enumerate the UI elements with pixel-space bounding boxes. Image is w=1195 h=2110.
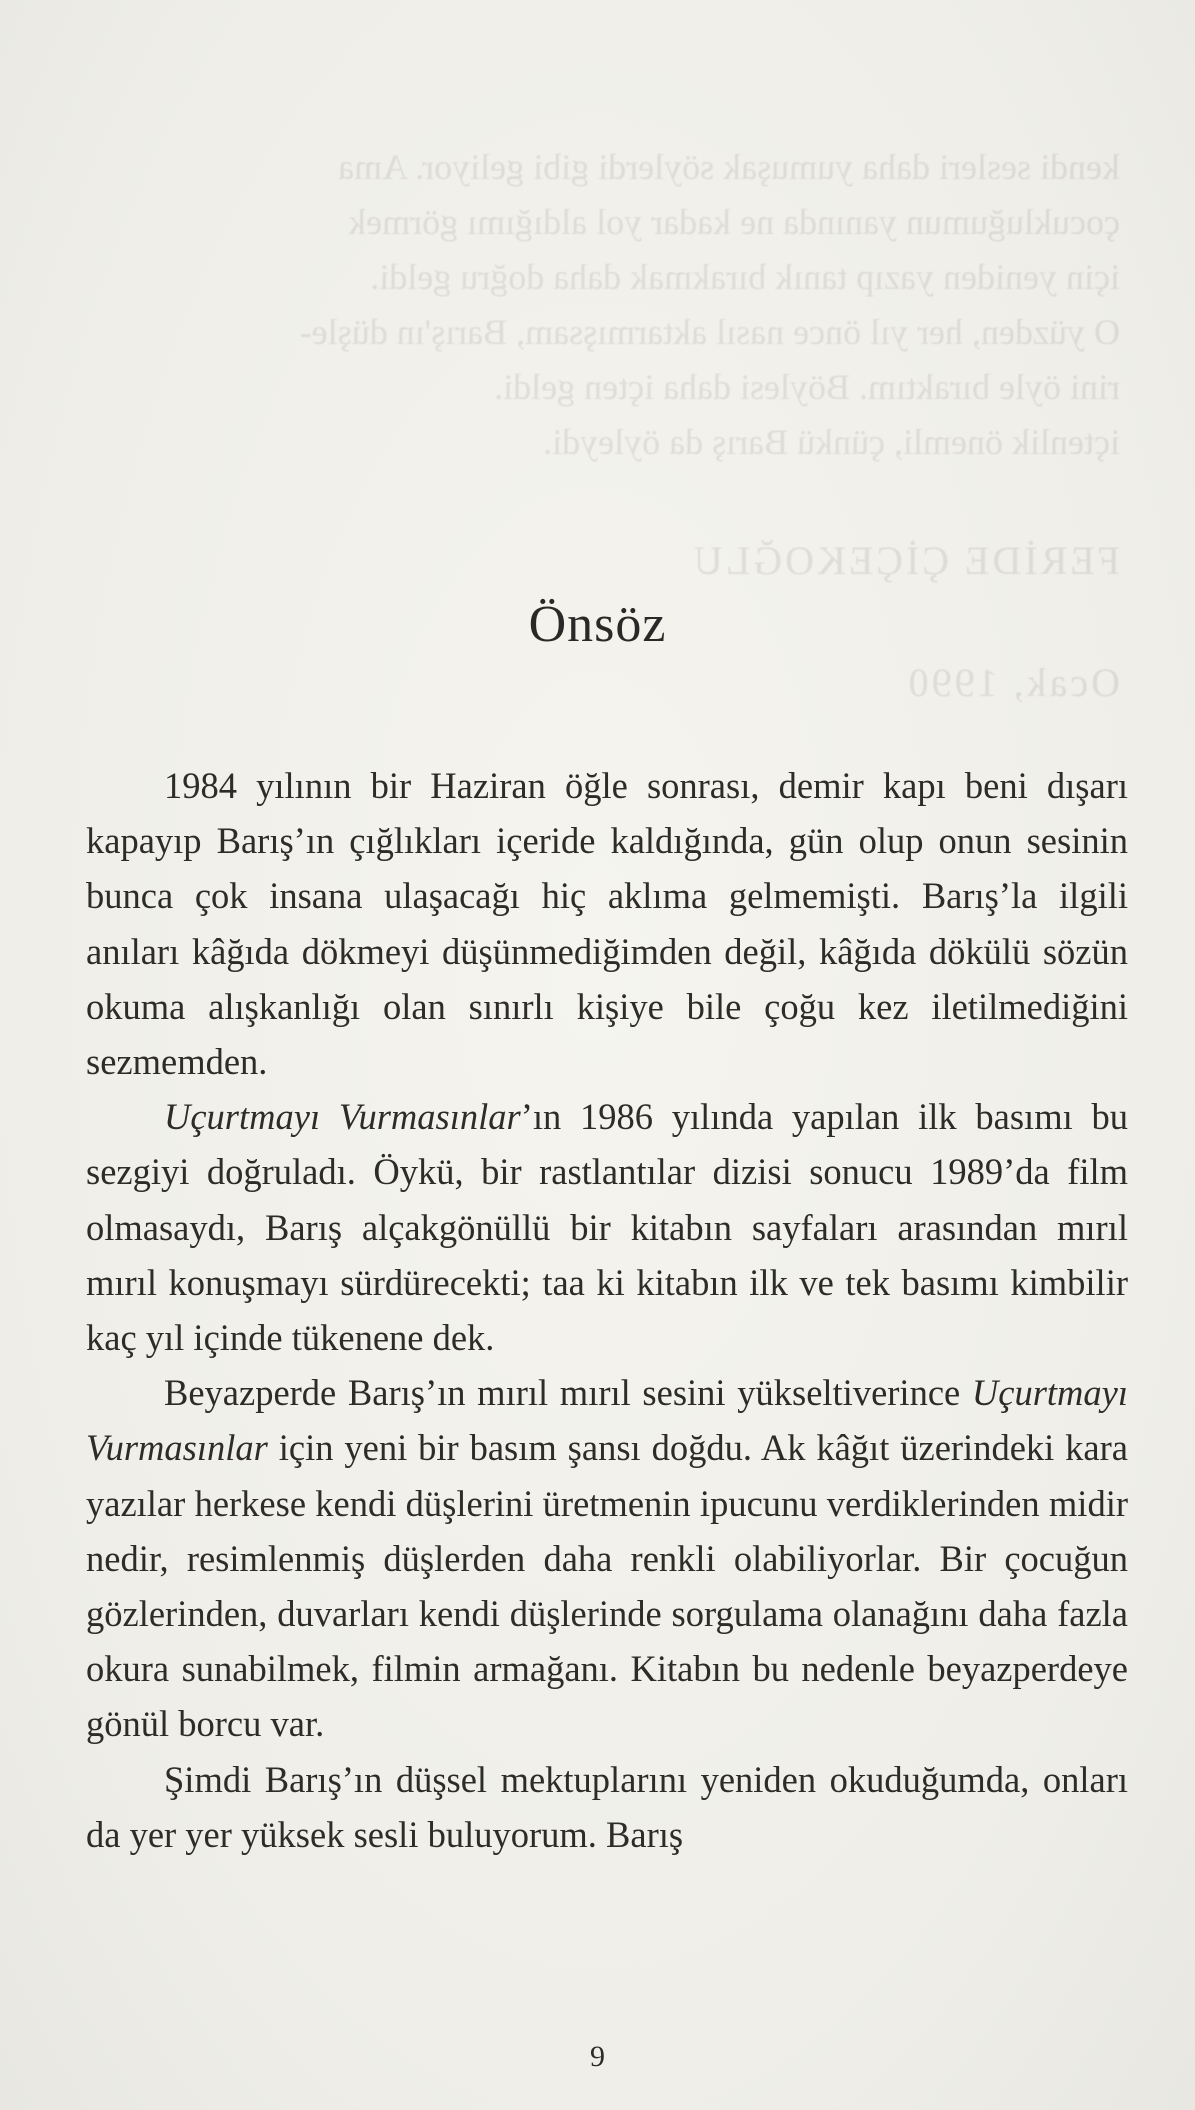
book-title-italic: Uçurtmayı Vurmasınlar: [164, 1096, 521, 1138]
paragraph: [86, 758, 1128, 1089]
reverse-page-show-through: kendi sesleri daha yumuşak söylerdi gibi geliyor. Ama çocukluğumun yanında ne kadar yol aldığımı görmek için yeniden yazıp tanık bırakmak daha doğru geldi. O yüzden, her yıl önce nasıl aktarmışsam, Barış'ın düşle- rini öyle bıraktım. Böylesi daha içten geldi. içtenlik önemli, çünkü Barış da öyleydi. FERİDE ÇİÇEKOĞLU Ocak, 1990: [299, 147, 1120, 705]
paragraph: [86, 1365, 1128, 1751]
body-text: [86, 758, 1128, 1862]
book-title-italic: Uçurtmayı Vurmasınlar: [86, 1372, 1128, 1469]
paragraph: [86, 1089, 1128, 1365]
paragraph-text: için yeni bir basım şansı doğdu. Ak kâğıt üzerindeki kara yazılar herkese kendi düşlerini üretmenin ipucunu verdiklerinden midir nedir, resimlenmiş düşlerden daha renkli olabiliyorlar. Bir çocuğun gözlerinden, duvarları kendi düşlerinde sorgulama olanağını daha fazla okura sunabilmek, filmin armağanı. Kitabın bu nedenle beyazperdeye gönül borcu var.: [86, 1427, 1128, 1745]
page-number: 9: [590, 2040, 605, 2073]
chapter-title: Önsöz: [528, 596, 667, 653]
paragraph-text: 1984 yılının bir Haziran öğle sonrası, demir kapı beni dışarı kapayıp Barış’ın çığlıkları içeride kaldığında, gün olup onun sesinin bunca çok insana ulaşacağı hiç aklıma gelmemişti. Barış’la ilgili anıları kâğıda dökmeyi düşünmediğimden değil, kâğıda dökülü sözün okuma alışkanlığı olan sınırlı kişiye bile çoğu kez iletilmediğini sezmemden.: [86, 765, 1128, 1083]
paragraph-text: Şimdi Barış’ın düşsel mektuplarını yeniden okuduğumda, onları da yer yer yüksek sesli buluyorum. Barış: [86, 1758, 1128, 1855]
paragraph-text: Beyazperde Barış’ın mırıl mırıl sesini yükseltiverince: [164, 1372, 972, 1414]
paragraph: [86, 1752, 1128, 1862]
paragraph-text: ’ın 1986 yılında yapılan ilk basımı bu sezgiyi doğruladı. Öykü, bir rastlantılar dizisi sonucu 1989’da film olmasaydı, Barış alçakgönüllü bir kitabın sayfaları arasından mırıl mırıl konuşmayı sürdürecekti; taa ki kitabın ilk ve tek basımı kimbilir kaç yıl içinde tükenene dek.: [86, 1096, 1128, 1359]
